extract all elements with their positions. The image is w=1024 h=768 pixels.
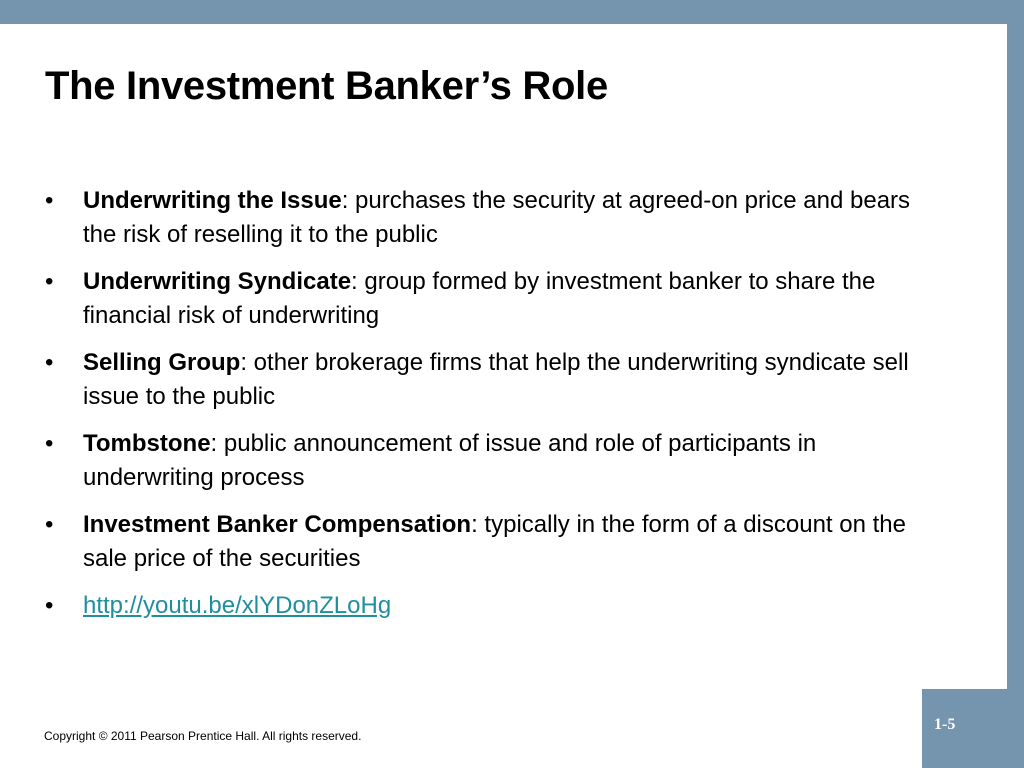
bullet-term: Underwriting the Issue: [83, 187, 342, 214]
bullet-icon: •: [45, 268, 54, 295]
bullet-text: : public announcement of issue and role of participants in underwriting process: [83, 430, 817, 491]
bullet-text: : other brokerage firms that help the underwriting syndicate sell issue to the public: [83, 349, 909, 410]
bullet-item-underwriting-issue: [45, 184, 935, 252]
bullet-icon: •: [45, 430, 54, 457]
bullet-term: Investment Banker Compensation: [83, 511, 472, 538]
bullet-icon: •: [45, 187, 54, 214]
bullet-term: Selling Group: [83, 349, 241, 376]
bullet-item-compensation: [45, 508, 935, 576]
slide-number: 1-5: [934, 716, 956, 733]
video-link[interactable]: http://youtu.be/xlYDonZLoHg: [83, 592, 392, 619]
bullet-term: Tombstone: [83, 430, 211, 457]
slide-title: The Investment Banker’s Role: [45, 64, 608, 108]
bullet-item-underwriting-syndicate: [45, 265, 935, 333]
copyright-footer: Copyright © 2011 Pearson Prentice Hall. All rights reserved.: [44, 729, 362, 743]
top-accent-bar: [0, 0, 1024, 24]
bullet-term: Underwriting Syndicate: [83, 268, 352, 295]
bullet-icon: •: [45, 349, 54, 376]
bullet-text: : purchases the security at agreed-on price and bears the risk of reselling it to the public: [83, 187, 911, 248]
bullet-icon: •: [45, 511, 54, 538]
right-accent-bar: [1007, 0, 1024, 768]
bullet-text: : typically in the form of a discount on the sale price of the securities: [83, 511, 906, 572]
bullet-item-selling-group: [45, 346, 935, 414]
bullet-icon: •: [45, 592, 54, 619]
bullet-item-link: [45, 589, 935, 623]
bullet-text: : group formed by investment banker to share the financial risk of underwriting: [83, 268, 876, 329]
bullet-list: [45, 184, 935, 636]
bullet-item-tombstone: [45, 427, 935, 495]
